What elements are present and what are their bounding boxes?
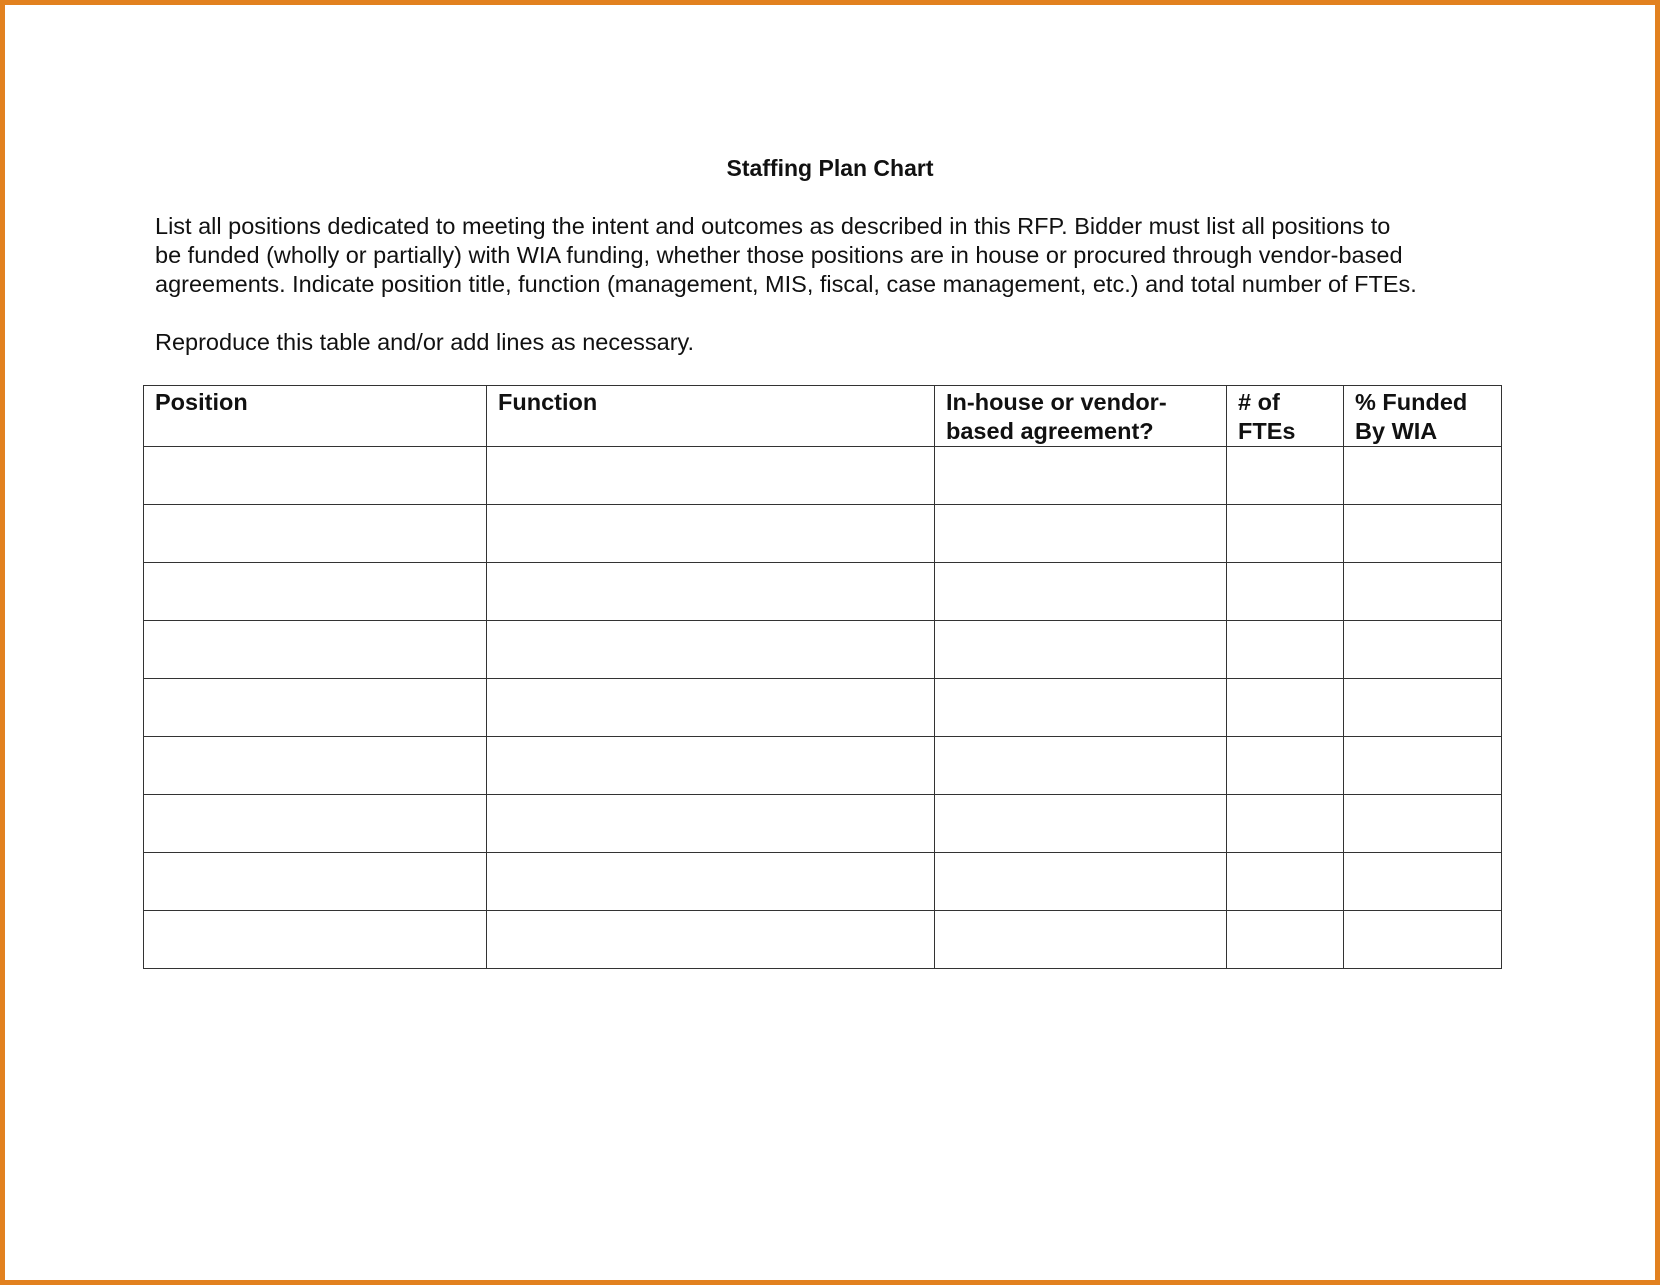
cell-function[interactable] (487, 737, 935, 795)
cell-percent-funded[interactable] (1344, 563, 1502, 621)
document-title: Staffing Plan Chart (726, 155, 934, 181)
cell-fte-count[interactable] (1227, 679, 1344, 737)
cell-function[interactable] (487, 505, 935, 563)
table-body (144, 447, 1502, 969)
instructions-line: agreements. Indicate position title, function (management, MIS, fiscal, case management, etc.) and total number of FTEs. (155, 271, 1417, 297)
cell-percent-funded[interactable] (1344, 505, 1502, 563)
table-row (144, 853, 1502, 911)
cell-percent-funded[interactable] (1344, 737, 1502, 795)
table-row (144, 447, 1502, 505)
table-row (144, 737, 1502, 795)
cell-fte-count[interactable] (1227, 563, 1344, 621)
reproduce-note: Reproduce this table and/or add lines as necessary. (155, 329, 695, 355)
cell-position[interactable] (144, 737, 487, 795)
cell-position[interactable] (144, 853, 487, 911)
table-header-row (144, 386, 1502, 447)
header-position (144, 386, 487, 447)
instructions-line: List all positions dedicated to meeting the intent and outcomes as described in this RFP. Bidder must list all positions to (155, 213, 1391, 239)
cell-position[interactable] (144, 447, 487, 505)
cell-position[interactable] (144, 563, 487, 621)
cell-function[interactable] (487, 795, 935, 853)
header-line: # of (1238, 389, 1280, 415)
cell-function[interactable] (487, 563, 935, 621)
header-line: FTEs (1238, 418, 1296, 444)
table-row (144, 505, 1502, 563)
cell-fte-count[interactable] (1227, 621, 1344, 679)
table-row (144, 563, 1502, 621)
header-line: In-house or vendor- (946, 389, 1167, 415)
cell-agreement-type[interactable] (935, 563, 1227, 621)
cell-function[interactable] (487, 447, 935, 505)
cell-position[interactable] (144, 505, 487, 563)
cell-agreement-type[interactable] (935, 853, 1227, 911)
cell-fte-count[interactable] (1227, 505, 1344, 563)
header-line: based agreement? (946, 418, 1154, 444)
staffing-plan-table (143, 385, 1502, 969)
header-line: Position (155, 389, 248, 415)
cell-agreement-type[interactable] (935, 505, 1227, 563)
cell-function[interactable] (487, 621, 935, 679)
table-row (144, 621, 1502, 679)
cell-agreement-type[interactable] (935, 911, 1227, 969)
header-line: % Funded (1355, 389, 1468, 415)
cell-fte-count[interactable] (1227, 911, 1344, 969)
cell-percent-funded[interactable] (1344, 447, 1502, 505)
table-row (144, 679, 1502, 737)
cell-function[interactable] (487, 853, 935, 911)
cell-agreement-type[interactable] (935, 621, 1227, 679)
cell-percent-funded[interactable] (1344, 911, 1502, 969)
instructions-line: be funded (wholly or partially) with WIA funding, whether those positions are in house or procured through vendor-based (155, 242, 1403, 268)
cell-fte-count[interactable] (1227, 737, 1344, 795)
cell-percent-funded[interactable] (1344, 621, 1502, 679)
instructions-paragraph (155, 212, 1555, 299)
cell-position[interactable] (144, 679, 487, 737)
cell-position[interactable] (144, 621, 487, 679)
header-fte-count (1227, 386, 1344, 447)
cell-agreement-type[interactable] (935, 795, 1227, 853)
cell-function[interactable] (487, 679, 935, 737)
cell-agreement-type[interactable] (935, 679, 1227, 737)
header-percent-funded (1344, 386, 1502, 447)
cell-fte-count[interactable] (1227, 853, 1344, 911)
cell-percent-funded[interactable] (1344, 679, 1502, 737)
table-row (144, 911, 1502, 969)
cell-agreement-type[interactable] (935, 737, 1227, 795)
cell-fte-count[interactable] (1227, 447, 1344, 505)
cell-fte-count[interactable] (1227, 795, 1344, 853)
cell-function[interactable] (487, 911, 935, 969)
cell-position[interactable] (144, 795, 487, 853)
cell-agreement-type[interactable] (935, 447, 1227, 505)
header-line: Function (498, 389, 598, 415)
header-function (487, 386, 935, 447)
header-line: By WIA (1355, 418, 1438, 444)
cell-percent-funded[interactable] (1344, 853, 1502, 911)
table-row (144, 795, 1502, 853)
cell-percent-funded[interactable] (1344, 795, 1502, 853)
header-agreement-type (935, 386, 1227, 447)
cell-position[interactable] (144, 911, 487, 969)
